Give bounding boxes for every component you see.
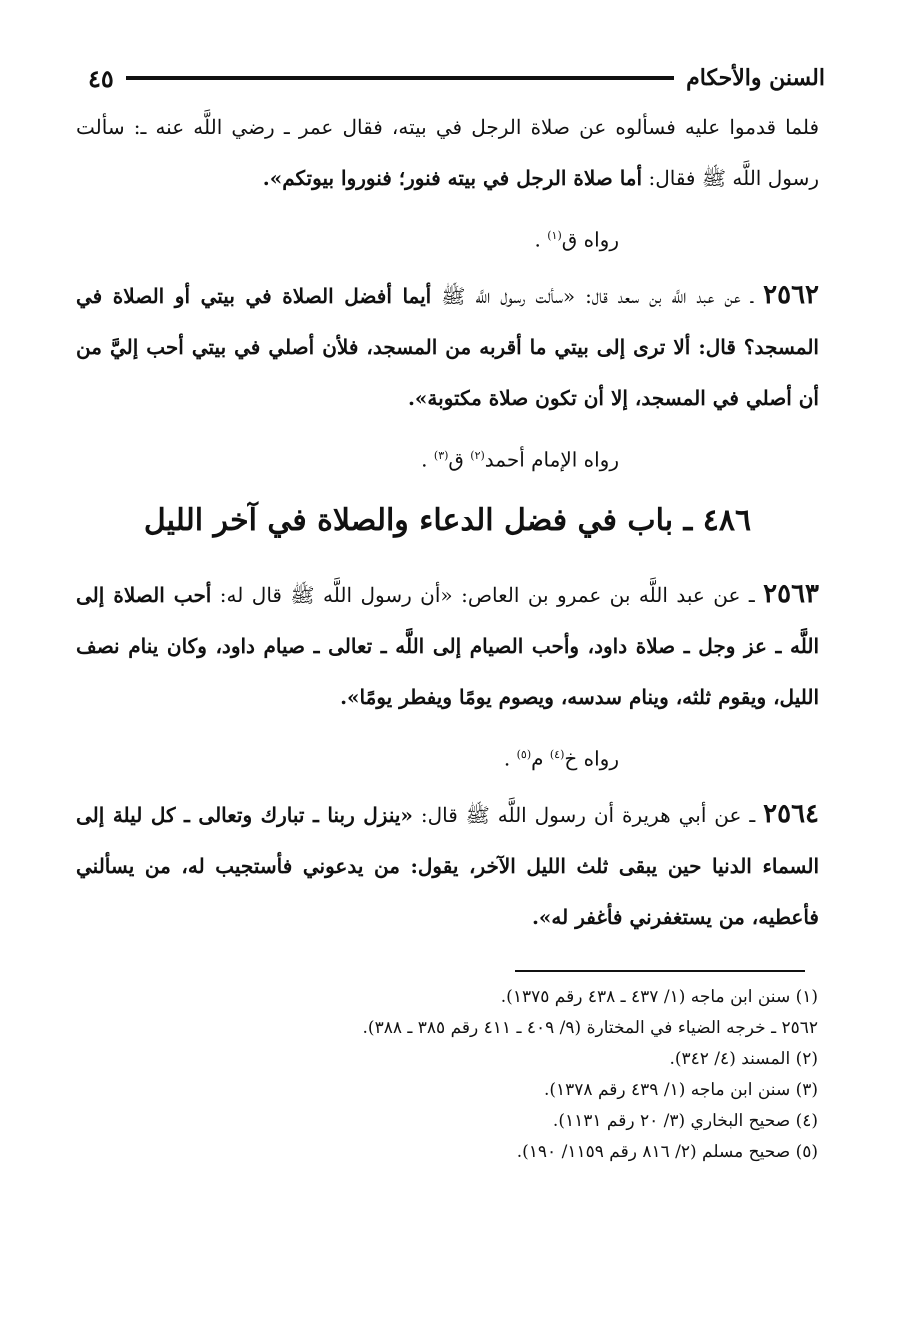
paragraph-quote: أما صلاة الرجل في بيته فنور؛ فنوروا بيوتكم».: [262, 166, 643, 190]
footnote-item: (٥) صحيح مسلم (٢/ ٨١٦ رقم ١١٥٩/ ١٩٠).: [516, 1142, 818, 1162]
footnote-item: (١) سنن ابن ماجه (١/ ٤٣٧ ـ ٤٣٨ رقم ١٣٧٥).: [500, 987, 818, 1007]
hadith-2562: [76, 270, 819, 424]
header-rule: [126, 76, 674, 80]
footnote-ref: (٥): [516, 748, 532, 762]
hadith-text: ـ عن أبي هريرة أن رسول اللَّه ﷺ قال:: [412, 802, 764, 827]
citation-end: .: [503, 746, 517, 771]
footnote-ref: (١): [547, 229, 562, 242]
section-title: ٤٨٦ ـ باب في فضل الدعاء والصلاة في آخر الليل: [143, 503, 752, 539]
hadith-quote: «ينزل ربنا ـ تبارك وتعالى ـ كل ليلة إلى السماء الدنيا حين يبقى ثلث الليل الآخر، يقول: من يدعوني فأستجيب له، من يسألني فأعطيه، من يستغفرني فأغفر له».: [76, 802, 819, 929]
continuation-paragraph: [76, 102, 819, 204]
hadith-number: ٢٥٦٤: [763, 798, 819, 829]
footnote-ref: (٤): [549, 748, 565, 762]
footnote-ref: (٣): [433, 448, 449, 462]
citation-mid: ق: [448, 447, 471, 472]
citation-3: [76, 733, 819, 781]
hadith-number: ٢٥٦٢: [763, 279, 820, 310]
footnote-ref: (٢): [470, 448, 485, 462]
citation-text: رواه ق: [561, 227, 619, 252]
citation-end: .: [421, 447, 434, 472]
citation-1: [76, 214, 819, 262]
footnote-item: (٣) سنن ابن ماجه (١/ ٤٣٩ رقم ١٣٧٨).: [543, 1080, 818, 1100]
page-number: ٤٥: [88, 63, 114, 93]
paragraph-text: فلما قدموا عليه فسألوه عن صلاة الرجل في بيته، فقال عمر ـ رضي اللَّه عنه ـ: سألت رسول اللَّه ﷺ فقال:: [76, 115, 819, 190]
citation-text: رواه خ: [564, 746, 619, 771]
hadith-quote: أيما أفضل الصلاة في بيتي أو الصلاة في المسجد؟ قال: ألا ترى إلى بيتي ما أقربه من المسجد، فلأن أصلي في بيتي أحب إليَّ من أن أصلي في المسجد، إلا أن تكون صلاة مكتوبة».: [76, 283, 819, 410]
footnote-item: ٢٥٦٢ ـ خرجه الضياء في المختارة (٩/ ٤٠٩ ـ ٤١١ رقم ٣٨٥ ـ ٣٨٨).: [362, 1018, 818, 1038]
footnote-item: (٢) المسند (٤/ ٣٤٢).: [669, 1049, 818, 1069]
hadith-number: ٢٥٦٣: [763, 579, 819, 610]
page-body: [76, 102, 819, 953]
footnote-item: (٤) صحيح البخاري (٣/ ٢٠ رقم ١١٣١).: [552, 1111, 818, 1131]
hadith-text: ـ عن عبد اللَّه بن عمرو بن العاص: «أن رسول اللَّه ﷺ قال له:: [211, 583, 764, 608]
hadith-quote: أحب الصلاة إلى اللَّه ـ عز وجل ـ صلاة داود، وأحب الصيام إلى اللَّه ـ تعالى ـ صيام داود، وكان ينام نصف الليل، ويقوم ثلثه، وينام سدسه، ويصوم يومًا ويفطر يومًا».: [76, 583, 819, 710]
page-header: [88, 58, 825, 98]
citation-2: [76, 434, 819, 482]
footnotes: [150, 982, 818, 1168]
hadith-2564: [76, 789, 819, 943]
footnote-separator: [515, 970, 805, 972]
citation-mid: م: [531, 746, 550, 771]
hadith-2563: [76, 569, 819, 723]
citation-end: .: [534, 227, 548, 252]
citation-text: رواه الإمام أحمد: [484, 447, 619, 472]
running-title: السنن والأحكام: [686, 65, 825, 91]
hadith-text: ـ عن عبد اللَّه بن سعد قال: «سألت رسول اللَّه ﷺ: [431, 283, 764, 308]
